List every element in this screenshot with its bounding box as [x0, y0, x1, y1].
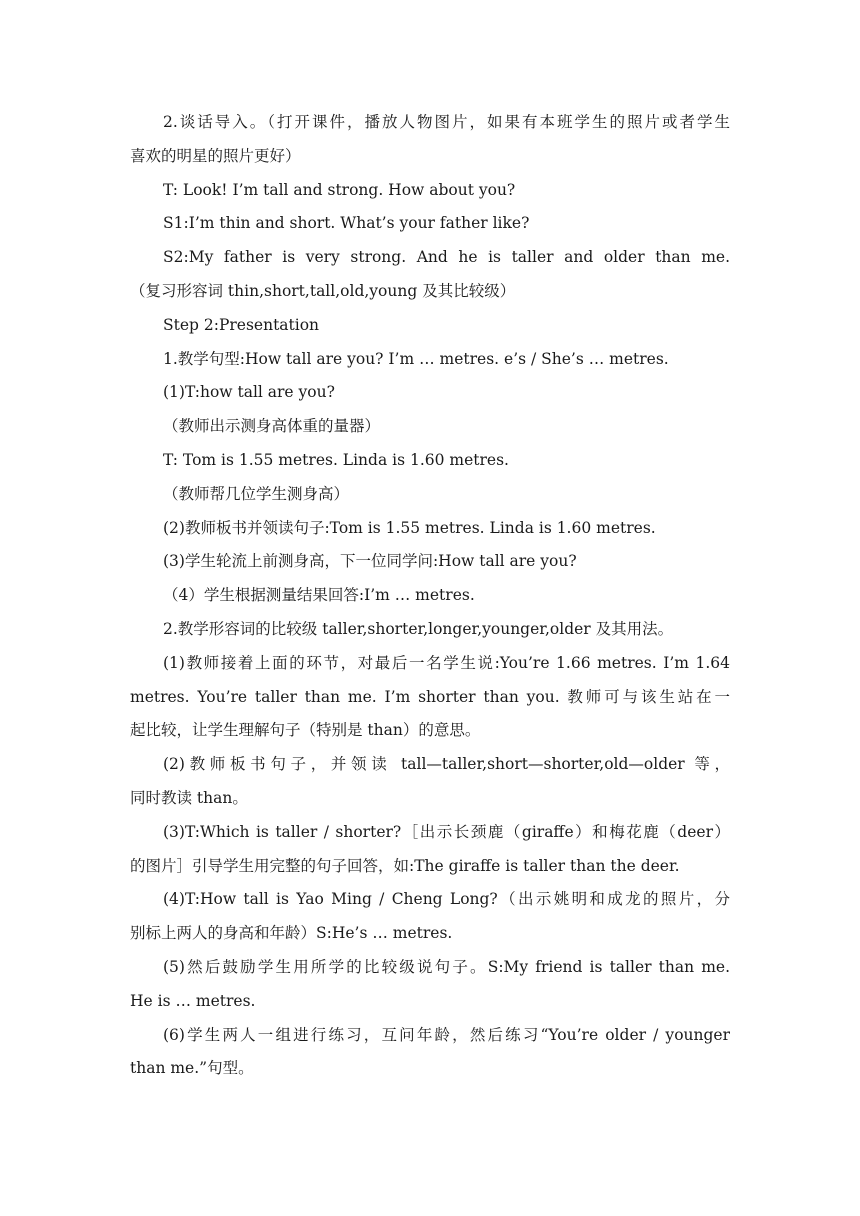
- paragraph-line: 2.谈话导入。（打开课件，播放人物图片，如果有本班学生的照片或者学生: [163, 113, 730, 131]
- paragraph-line: （4）学生根据测量结果回答:I’m … metres.: [163, 586, 475, 605]
- paragraph-line: 起比较，让学生理解句子（特别是 than）的意思。: [130, 721, 481, 740]
- paragraph-line: (1)T:how tall are you?: [163, 383, 335, 402]
- paragraph-line: (2)教师板书句子，并领读 tall—taller,short—shorter,old—older 等，: [163, 755, 730, 774]
- paragraph-line: (5)然后鼓励学生用所学的比较级说句子。S:My friend is taller than me.: [163, 957, 730, 976]
- paragraph-line: (1)教师接着上面的环节，对最后一名学生说:You’re 1.66 metres. I’m 1.64: [163, 653, 730, 672]
- paragraph-line: （复习形容词 thin,short,tall,old,young 及其比较级）: [130, 281, 516, 300]
- paragraph-line: (3)T:Which is taller / shorter?［出示长颈鹿（giraffe）和梅花鹿（deer）: [163, 822, 730, 841]
- lesson-plan-text: [130, 106, 730, 1086]
- paragraph-line: (4)T:How tall is Yao Ming / Cheng Long?（出示姚明和成龙的照片，分: [163, 890, 730, 909]
- paragraph-line: (6)学生两人一组进行练习，互问年龄，然后练习“You’re older / younger: [163, 1025, 730, 1044]
- paragraph-line: 喜欢的明星的照片更好）: [130, 146, 301, 165]
- paragraph-line: T: Look! I’m tall and strong. How about you?: [163, 180, 516, 199]
- paragraph-line: 的图片］引导学生用完整的句子回答，如:The giraffe is taller than the deer.: [130, 856, 680, 875]
- paragraph-line: 1.教学句型:How tall are you? I’m … metres. e’s / She’s … metres.: [163, 349, 669, 368]
- paragraph-line: （教师帮几位学生测身高）: [163, 484, 350, 503]
- paragraph-line: metres. You’re taller than me. I’m shorter than you. 教师可与该生站在一: [130, 687, 730, 706]
- paragraph-line: T: Tom is 1.55 metres. Linda is 1.60 metres.: [163, 450, 509, 469]
- paragraph-line: (3)学生轮流上前测身高，下一位同学问:How tall are you?: [163, 552, 577, 571]
- paragraph-line: (2)教师板书并领读句子:Tom is 1.55 metres. Linda is 1.60 metres.: [163, 518, 656, 537]
- paragraph-line: （教师出示测身高体重的量器）: [163, 417, 381, 436]
- section-heading: Step 2:Presentation: [163, 315, 320, 334]
- paragraph-line: 2.教学形容词的比较级 taller,shorter,longer,younger,older 及其用法。: [163, 619, 674, 638]
- paragraph-line: 同时教读 than。: [130, 788, 248, 807]
- paragraph-line: 别标上两人的身高和年龄）S:He’s … metres.: [130, 924, 453, 943]
- paragraph-line: S2:My father is very strong. And he is taller and older than me.: [163, 248, 730, 267]
- paragraph-line: than me.”句型。: [130, 1059, 254, 1078]
- paragraph-line: He is … metres.: [130, 991, 256, 1010]
- paragraph-line: S1:I’m thin and short. What’s your father like?: [163, 214, 530, 233]
